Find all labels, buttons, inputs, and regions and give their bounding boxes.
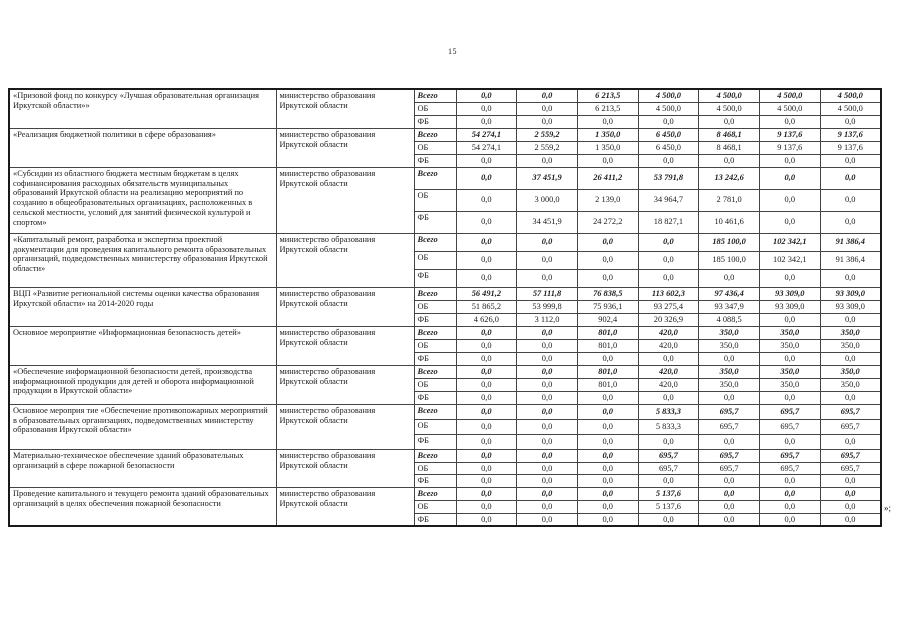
program-name-cell: Основное мероприятие «Информационная безопасность детей» <box>9 326 276 365</box>
value-cell: 0,0 <box>820 269 881 287</box>
value-cell: 350,0 <box>759 378 820 391</box>
value-cell: 695,7 <box>759 419 820 434</box>
value-cell: 0,0 <box>759 313 820 326</box>
value-cell: 0,0 <box>456 102 517 115</box>
value-cell: 0,0 <box>759 211 820 233</box>
value-cell: 10 461,6 <box>699 211 760 233</box>
budget-type-cell: Всего <box>414 365 456 378</box>
value-cell: 902,4 <box>577 313 638 326</box>
program-name-cell: «Обеспечение информационной безопасности детей, производства информационной продукции для детей и оборота информационной продукции в Иркутской области» <box>9 365 276 404</box>
value-cell: 420,0 <box>638 339 699 352</box>
ministry-cell: министерство образования Иркутской области <box>276 326 414 365</box>
value-cell: 0,0 <box>577 500 638 513</box>
value-cell: 93 309,0 <box>820 287 881 300</box>
value-cell: 0,0 <box>820 500 881 513</box>
value-cell: 0,0 <box>456 434 517 449</box>
value-cell: 0,0 <box>517 269 578 287</box>
budget-type-cell: ФБ <box>414 434 456 449</box>
value-cell: 0,0 <box>517 449 578 462</box>
value-cell: 0,0 <box>517 352 578 365</box>
value-cell: 0,0 <box>638 513 699 526</box>
value-cell: 0,0 <box>699 154 760 167</box>
value-cell: 0,0 <box>820 115 881 128</box>
value-cell: 24 272,2 <box>577 211 638 233</box>
value-cell: 350,0 <box>759 339 820 352</box>
value-cell: 51 865,2 <box>456 300 517 313</box>
value-cell: 350,0 <box>820 365 881 378</box>
value-cell: 695,7 <box>699 419 760 434</box>
value-cell: 0,0 <box>517 475 578 488</box>
value-cell: 0,0 <box>517 488 578 501</box>
value-cell: 0,0 <box>759 475 820 488</box>
value-cell: 0,0 <box>456 419 517 434</box>
budget-type-cell: ФБ <box>414 154 456 167</box>
value-cell: 93 309,0 <box>759 300 820 313</box>
value-cell: 0,0 <box>517 513 578 526</box>
budget-type-cell: ОБ <box>414 141 456 154</box>
value-cell: 93 309,0 <box>820 300 881 313</box>
budget-type-cell: ОБ <box>414 419 456 434</box>
value-cell: 0,0 <box>759 391 820 404</box>
value-cell: 0,0 <box>638 154 699 167</box>
value-cell: 5 833,3 <box>638 419 699 434</box>
budget-type-cell: ОБ <box>414 251 456 269</box>
value-cell: 0,0 <box>456 391 517 404</box>
value-cell: 0,0 <box>456 339 517 352</box>
value-cell: 93 347,9 <box>699 300 760 313</box>
value-cell: 0,0 <box>759 500 820 513</box>
value-cell: 0,0 <box>699 500 760 513</box>
value-cell: 0,0 <box>577 352 638 365</box>
value-cell: 0,0 <box>638 251 699 269</box>
value-cell: 13 242,6 <box>699 167 760 189</box>
value-cell: 0,0 <box>456 233 517 251</box>
value-cell: 0,0 <box>456 462 517 475</box>
value-cell: 4 088,5 <box>699 313 760 326</box>
value-cell: 4 626,0 <box>456 313 517 326</box>
value-cell: 0,0 <box>759 189 820 211</box>
value-cell: 801,0 <box>577 326 638 339</box>
value-cell: 420,0 <box>638 378 699 391</box>
value-cell: 0,0 <box>517 154 578 167</box>
budget-type-cell: ОБ <box>414 300 456 313</box>
value-cell: 801,0 <box>577 378 638 391</box>
value-cell: 93 275,4 <box>638 300 699 313</box>
budget-type-cell: ФБ <box>414 391 456 404</box>
value-cell: 0,0 <box>517 462 578 475</box>
value-cell: 4 500,0 <box>820 102 881 115</box>
value-cell: 350,0 <box>759 365 820 378</box>
value-cell: 0,0 <box>699 513 760 526</box>
value-cell: 0,0 <box>759 154 820 167</box>
value-cell: 0,0 <box>638 475 699 488</box>
value-cell: 0,0 <box>699 269 760 287</box>
program-group <box>9 404 881 449</box>
value-cell: 0,0 <box>577 434 638 449</box>
value-cell: 350,0 <box>699 365 760 378</box>
value-cell: 0,0 <box>820 434 881 449</box>
value-cell: 0,0 <box>517 365 578 378</box>
value-cell: 0,0 <box>577 404 638 419</box>
budget-row-vsego <box>9 488 881 501</box>
value-cell: 0,0 <box>456 189 517 211</box>
value-cell: 102 342,1 <box>759 251 820 269</box>
value-cell: 0,0 <box>577 233 638 251</box>
program-group <box>9 449 881 487</box>
program-group <box>9 89 881 128</box>
value-cell: 0,0 <box>456 352 517 365</box>
value-cell: 0,0 <box>456 269 517 287</box>
value-cell: 4 500,0 <box>638 102 699 115</box>
value-cell: 1 350,0 <box>577 141 638 154</box>
value-cell: 801,0 <box>577 365 638 378</box>
value-cell: 350,0 <box>820 378 881 391</box>
value-cell: 5 833,3 <box>638 404 699 419</box>
value-cell: 0,0 <box>456 89 517 102</box>
budget-type-cell: Всего <box>414 287 456 300</box>
budget-type-cell: ОБ <box>414 102 456 115</box>
budget-row-vsego <box>9 167 881 189</box>
value-cell: 6 450,0 <box>638 141 699 154</box>
value-cell: 0,0 <box>759 488 820 501</box>
program-group <box>9 488 881 527</box>
budget-type-cell: Всего <box>414 404 456 419</box>
program-group <box>9 287 881 326</box>
value-cell: 6 213,5 <box>577 102 638 115</box>
program-name-cell: «Капитальный ремонт, разработка и экспертиза проектной документации для проведения капитального ремонта образовательных организаций, подведомственных министерству образования Иркутской области» <box>9 233 276 287</box>
ministry-cell: министерство образования Иркутской области <box>276 365 414 404</box>
value-cell: 0,0 <box>699 391 760 404</box>
value-cell: 0,0 <box>517 89 578 102</box>
value-cell: 0,0 <box>759 352 820 365</box>
value-cell: 185 100,0 <box>699 251 760 269</box>
program-name-cell: «Реализация бюджетной политики в сфере образования» <box>9 128 276 167</box>
value-cell: 8 468,1 <box>699 128 760 141</box>
budget-type-cell: ОБ <box>414 378 456 391</box>
value-cell: 0,0 <box>759 434 820 449</box>
budget-type-cell: ФБ <box>414 211 456 233</box>
value-cell: 102 342,1 <box>759 233 820 251</box>
value-cell: 4 500,0 <box>759 102 820 115</box>
value-cell: 8 468,1 <box>699 141 760 154</box>
value-cell: 4 500,0 <box>638 89 699 102</box>
value-cell: 56 491,2 <box>456 287 517 300</box>
value-cell: 185 100,0 <box>699 233 760 251</box>
budget-type-cell: ФБ <box>414 513 456 526</box>
value-cell: 0,0 <box>456 449 517 462</box>
value-cell: 0,0 <box>456 500 517 513</box>
value-cell: 0,0 <box>456 404 517 419</box>
program-group <box>9 128 881 167</box>
value-cell: 695,7 <box>638 462 699 475</box>
value-cell: 0,0 <box>699 475 760 488</box>
value-cell: 76 838,5 <box>577 287 638 300</box>
value-cell: 695,7 <box>820 419 881 434</box>
value-cell: 3 112,0 <box>517 313 578 326</box>
value-cell: 0,0 <box>820 391 881 404</box>
ministry-cell: министерство образования Иркутской области <box>276 488 414 527</box>
value-cell: 350,0 <box>759 326 820 339</box>
value-cell: 0,0 <box>759 269 820 287</box>
value-cell: 3 000,0 <box>517 189 578 211</box>
value-cell: 54 274,1 <box>456 141 517 154</box>
value-cell: 113 602,3 <box>638 287 699 300</box>
value-cell: 0,0 <box>517 115 578 128</box>
program-group <box>9 167 881 233</box>
budget-type-cell: ОБ <box>414 462 456 475</box>
ministry-cell: министерство образования Иркутской области <box>276 89 414 128</box>
value-cell: 1 350,0 <box>577 128 638 141</box>
budget-type-cell: ФБ <box>414 352 456 365</box>
value-cell: 0,0 <box>577 419 638 434</box>
value-cell: 695,7 <box>820 449 881 462</box>
ministry-cell: министерство образования Иркутской области <box>276 449 414 487</box>
budget-type-cell: Всего <box>414 233 456 251</box>
budget-row-vsego <box>9 128 881 141</box>
value-cell: 20 326,9 <box>638 313 699 326</box>
value-cell: 93 309,0 <box>759 287 820 300</box>
value-cell: 0,0 <box>577 475 638 488</box>
value-cell: 695,7 <box>759 404 820 419</box>
value-cell: 54 274,1 <box>456 128 517 141</box>
value-cell: 4 500,0 <box>759 89 820 102</box>
budget-type-cell: ФБ <box>414 475 456 488</box>
value-cell: 0,0 <box>820 313 881 326</box>
value-cell: 53 791,8 <box>638 167 699 189</box>
value-cell: 0,0 <box>820 211 881 233</box>
value-cell: 0,0 <box>577 462 638 475</box>
value-cell: 91 386,4 <box>820 251 881 269</box>
program-name-cell: «Субсидии из областного бюджета местным бюджетам в целях софинансирования расходных обязательств муниципальных образований Иркутской области на реализацию мероприятий по созданию в общеобразовательных организациях, расположенных в сельской местности, условий для занятий физической культурой и спортом» <box>9 167 276 233</box>
budget-row-vsego <box>9 89 881 102</box>
value-cell: 91 386,4 <box>820 233 881 251</box>
value-cell: 34 964,7 <box>638 189 699 211</box>
budget-type-cell: Всего <box>414 128 456 141</box>
value-cell: 34 451,9 <box>517 211 578 233</box>
program-group <box>9 365 881 404</box>
value-cell: 0,0 <box>456 488 517 501</box>
value-cell: 2 559,2 <box>517 141 578 154</box>
value-cell: 57 111,8 <box>517 287 578 300</box>
value-cell: 0,0 <box>577 391 638 404</box>
value-cell: 97 436,4 <box>699 287 760 300</box>
value-cell: 0,0 <box>577 251 638 269</box>
program-name-cell: «Призовой фонд по конкурсу «Лучшая образовательная организация Иркутской области»» <box>9 89 276 128</box>
value-cell: 4 500,0 <box>820 89 881 102</box>
value-cell: 695,7 <box>638 449 699 462</box>
value-cell: 2 139,0 <box>577 189 638 211</box>
value-cell: 0,0 <box>759 513 820 526</box>
value-cell: 350,0 <box>699 339 760 352</box>
value-cell: 0,0 <box>699 488 760 501</box>
value-cell: 0,0 <box>517 233 578 251</box>
value-cell: 0,0 <box>517 434 578 449</box>
value-cell: 0,0 <box>456 365 517 378</box>
value-cell: 0,0 <box>456 326 517 339</box>
value-cell: 0,0 <box>699 434 760 449</box>
value-cell: 75 936,1 <box>577 300 638 313</box>
value-cell: 26 411,2 <box>577 167 638 189</box>
value-cell: 9 137,6 <box>820 128 881 141</box>
program-group <box>9 233 881 287</box>
value-cell: 0,0 <box>517 326 578 339</box>
value-cell: 0,0 <box>517 339 578 352</box>
value-cell: 0,0 <box>638 391 699 404</box>
value-cell: 0,0 <box>456 378 517 391</box>
value-cell: 0,0 <box>517 391 578 404</box>
value-cell: 0,0 <box>456 154 517 167</box>
value-cell: 0,0 <box>517 404 578 419</box>
budget-type-cell: ФБ <box>414 313 456 326</box>
value-cell: 0,0 <box>699 352 760 365</box>
value-cell: 0,0 <box>759 167 820 189</box>
budget-row-vsego <box>9 365 881 378</box>
value-cell: 0,0 <box>638 434 699 449</box>
ministry-cell: министерство образования Иркутской области <box>276 287 414 326</box>
value-cell: 0,0 <box>820 352 881 365</box>
value-cell: 0,0 <box>577 488 638 501</box>
value-cell: 0,0 <box>517 378 578 391</box>
value-cell: 0,0 <box>699 115 760 128</box>
budget-row-vsego <box>9 404 881 419</box>
value-cell: 9 137,6 <box>759 128 820 141</box>
value-cell: 695,7 <box>820 404 881 419</box>
value-cell: 0,0 <box>820 488 881 501</box>
page-number: 15 <box>448 47 457 56</box>
value-cell: 0,0 <box>456 475 517 488</box>
budget-type-cell: Всего <box>414 167 456 189</box>
value-cell: 0,0 <box>638 269 699 287</box>
value-cell: 9 137,6 <box>820 141 881 154</box>
program-name-cell: ВЦП «Развитие региональной системы оценки качества образования Иркутской области» на 2014-2020 годы <box>9 287 276 326</box>
value-cell: 0,0 <box>577 115 638 128</box>
value-cell: 695,7 <box>699 404 760 419</box>
program-name-cell: Проведение капитального и текущего ремонта зданий образовательных организаций в целях обеспечения пожарной безопасности <box>9 488 276 527</box>
value-cell: 9 137,6 <box>759 141 820 154</box>
value-cell: 0,0 <box>638 115 699 128</box>
value-cell: 5 137,6 <box>638 488 699 501</box>
value-cell: 695,7 <box>699 462 760 475</box>
value-cell: 0,0 <box>820 475 881 488</box>
value-cell: 695,7 <box>820 462 881 475</box>
value-cell: 0,0 <box>577 269 638 287</box>
value-cell: 0,0 <box>820 167 881 189</box>
program-group <box>9 326 881 365</box>
ministry-cell: министерство образования Иркутской области <box>276 128 414 167</box>
ministry-cell: министерство образования Иркутской области <box>276 233 414 287</box>
ministry-cell: министерство образования Иркутской области <box>276 167 414 233</box>
value-cell: 18 827,1 <box>638 211 699 233</box>
value-cell: 0,0 <box>456 251 517 269</box>
value-cell: 0,0 <box>577 513 638 526</box>
value-cell: 0,0 <box>577 449 638 462</box>
budget-type-cell: Всего <box>414 449 456 462</box>
budget-row-vsego <box>9 326 881 339</box>
budget-type-cell: ОБ <box>414 500 456 513</box>
budget-type-cell: ФБ <box>414 115 456 128</box>
program-name-cell: Основное мероприя тие «Обеспечение противопожарных мероприятий в образовательных организациях, подведомственных министерству образования Иркутской области» <box>9 404 276 449</box>
value-cell: 0,0 <box>759 115 820 128</box>
budget-type-cell: ФБ <box>414 269 456 287</box>
value-cell: 2 559,2 <box>517 128 578 141</box>
budget-type-cell: Всего <box>414 326 456 339</box>
value-cell: 0,0 <box>517 102 578 115</box>
value-cell: 0,0 <box>577 154 638 167</box>
budget-type-cell: ОБ <box>414 189 456 211</box>
value-cell: 0,0 <box>517 500 578 513</box>
value-cell: 420,0 <box>638 365 699 378</box>
value-cell: 801,0 <box>577 339 638 352</box>
value-cell: 37 451,9 <box>517 167 578 189</box>
budget-row-vsego <box>9 449 881 462</box>
value-cell: 420,0 <box>638 326 699 339</box>
value-cell: 0,0 <box>820 513 881 526</box>
value-cell: 695,7 <box>759 449 820 462</box>
value-cell: 0,0 <box>456 211 517 233</box>
value-cell: 0,0 <box>820 154 881 167</box>
budget-type-cell: Всего <box>414 89 456 102</box>
value-cell: 350,0 <box>699 326 760 339</box>
value-cell: 53 999,8 <box>517 300 578 313</box>
value-cell: 350,0 <box>699 378 760 391</box>
value-cell: 0,0 <box>456 115 517 128</box>
value-cell: 6 213,5 <box>577 89 638 102</box>
value-cell: 350,0 <box>820 326 881 339</box>
value-cell: 2 781,0 <box>699 189 760 211</box>
budget-row-vsego <box>9 287 881 300</box>
value-cell: 695,7 <box>759 462 820 475</box>
value-cell: 6 450,0 <box>638 128 699 141</box>
value-cell: 0,0 <box>517 419 578 434</box>
budget-row-vsego <box>9 233 881 251</box>
budget-type-cell: Всего <box>414 488 456 501</box>
value-cell: 695,7 <box>699 449 760 462</box>
value-cell: 0,0 <box>456 513 517 526</box>
value-cell: 0,0 <box>820 189 881 211</box>
value-cell: 0,0 <box>456 167 517 189</box>
program-name-cell: Материально-техническое обеспечение зданий образовательных организаций в сфере пожарной безопасности <box>9 449 276 487</box>
closing-quote-text: »; <box>884 503 892 513</box>
value-cell: 350,0 <box>820 339 881 352</box>
value-cell: 4 500,0 <box>699 102 760 115</box>
value-cell: 5 137,6 <box>638 500 699 513</box>
value-cell: 0,0 <box>638 352 699 365</box>
value-cell: 0,0 <box>638 233 699 251</box>
budget-type-cell: ОБ <box>414 339 456 352</box>
budget-table <box>8 88 882 527</box>
ministry-cell: министерство образования Иркутской области <box>276 404 414 449</box>
value-cell: 0,0 <box>517 251 578 269</box>
value-cell: 4 500,0 <box>699 89 760 102</box>
